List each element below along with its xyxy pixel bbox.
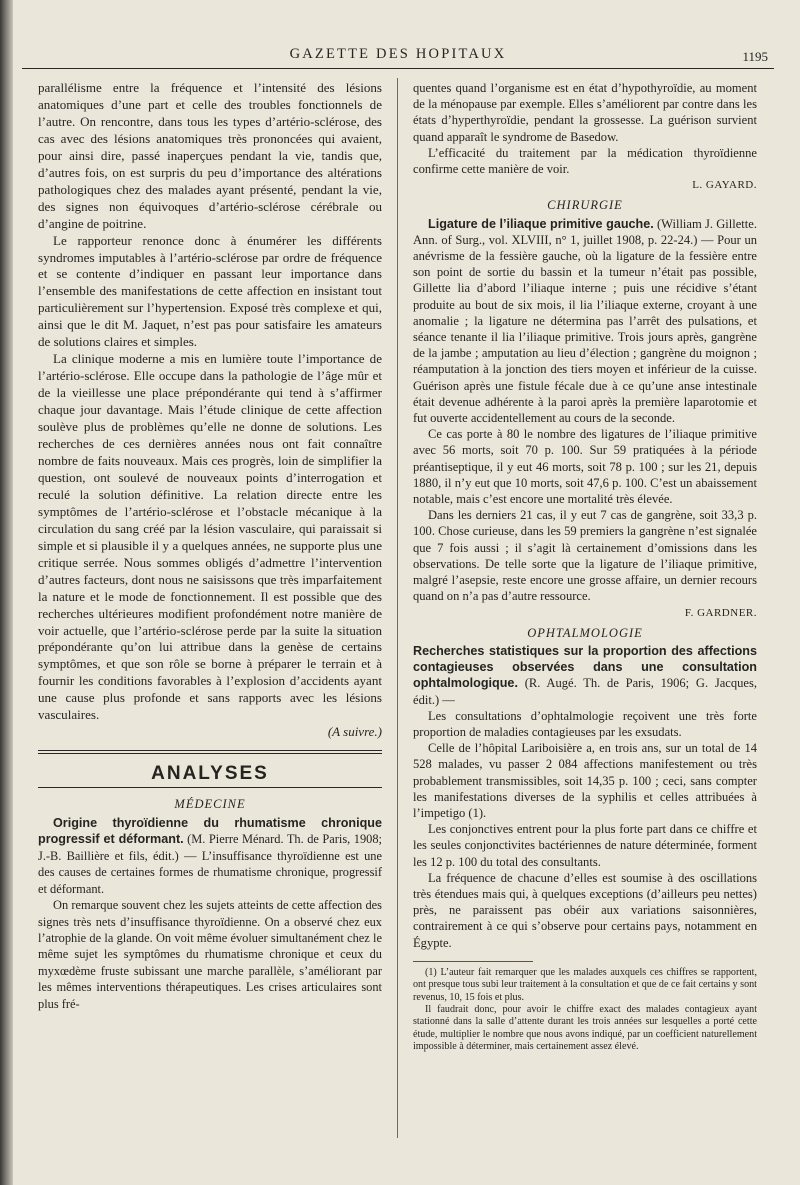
paragraph: Dans les derniers 21 cas, il y eut 7 cas de gangrène, soit 33,3 p. 100. Chose curieuse, dans les 59 premiers la gangrène n’est signalée que 7 fois aussi ; il s’agit là certainement d’omissions dans les observations. De telle sorte que la ligature de l’iliaque primitive, malgré l’asepsie, reste encore une grosse affaire, un dernier recours quand on n’a pas d’autre ressource. — [413, 508, 757, 604]
paragraph: Les conjonctives entrent pour la plus forte part dans ce chiffre et les seules conjonctivites bactériennes de nature déterminée, forment les 12 p. 100 du total des consultants. — [413, 822, 757, 869]
footnotes — [413, 967, 757, 1054]
footnote: (1) L’auteur fait remarquer que les malades auxquels ces chiffres se rapportent, ont presque tous subi leur traitement à la consultation et que de ce fait certains y sont revenus, 10, 15 fois et plus. — [413, 966, 757, 1003]
footnote-rule — [413, 961, 533, 962]
paragraph: L’efficacité du traitement par la médication thyroïdienne confirme cette manière de voir. — [413, 145, 757, 177]
analyses-heading: ANALYSES — [151, 763, 269, 785]
paragraph: Ce cas porte à 80 le nombre des ligatures de l’iliaque primitive avec 56 morts, soit 70 p. 100. Sur 59 pratiquées à la période préantiseptique, il y eut 46 morts, soit 78 p. 100 ; sur les 21, depuis 1880, il n’y eut que 10 morts, soit 47,6 p. 100. C’est un abaissement notable, mais c’est encore une mortalité très élevée. — [413, 427, 757, 507]
paragraph: On remarque souvent chez les sujets atteints de cette affection des signes très nets d’insuffisance thyroïdienne. On a observé chez eux l’atrophie de la glande. On voit même évoluer simultanément chez le même sujet les symptômes du rhumatisme chronique et ceux du myxœdème fruste subissant une marche parallèle, s’améliorant par les mêmes interventions thérapeutiques. Les crises articulaires sont plus fré- — [38, 898, 382, 1011]
column-divider — [397, 78, 398, 1138]
section-chirurgie: CHIRURGIE — [547, 198, 623, 213]
paragraph: Celle de l’hôpital Lariboisière a, en trois ans, sur un total de 14 528 malades, vu passer 2 084 affections manifestement ou très probablement transmissibles, soit 14,35 p. 100 ; ceci, sans compter les manifestations diverses de la syphilis et celles attribuées à l’impetigo (1). — [413, 741, 757, 820]
paragraph: quentes quand l’organisme est en état d’hypothyroïdie, au moment de la ménopause par exemple. Elles s’améliorent par contre dans les états d’hyperthyroïdie, pendant la grossesse. La guérison survient quand apparaît le syndrome de Basedow. — [413, 81, 757, 144]
section-ophtalmologie: OPHTALMOLOGIE — [527, 625, 643, 640]
article-title: Origine thyroïdienne du rhumatisme chronique progressif et déformant. — [38, 816, 382, 847]
right-column — [413, 80, 757, 1054]
page-header — [22, 40, 774, 66]
header-rule — [22, 68, 774, 69]
running-head: GAZETTE DES HOPITAUX — [289, 46, 507, 62]
to-be-continued: (A suivre.) — [327, 724, 382, 740]
paragraph: La fréquence de chacune d’elles est soumise à des oscillations très étendues mais qui, à quelques exceptions (d’ailleurs peu nettes) près, ne paraissent pas obéir aux variations saisonnières, contrairement à ce qui s’observe pour certains pays, notamment en Égypte. — [413, 870, 757, 950]
article-reference: (M. Pierre Ménard. Th. de Paris, 1908; J.-B. Baillière et fils, édit.) — L’insuffisance thyroïdienne est une des causes de certaines formes de rhumatisme chronique, progressif et déformant. — [38, 832, 382, 896]
page-number: 1195 — [742, 49, 768, 64]
paragraph: La clinique moderne a mis en lumière toute l’importance de l’artério-sclérose. Elle occupe dans la pathologie de l’âge mûr et de la vieillesse une place prépondérante qui tend à s’affirmer chaque jour davantage. Mais l’étude clinique de cette affection soulève plus de problèmes qu’elle ne donne de solutions. Les recherches de ces dernières années nous ont fait connaître nombre de faits nouveaux. Mais ces progrès, loin de simplifier la question, ont soulevé de nouveaux points d’interrogation et reculé la solution définitive. La relation directe entre les symptômes de l’artério-sclérose et l’obstacle mécanique à la circulation du sang créé par la lésion vasculaire, qui paraissait si simple et si plausible il y a quelques années, ne supporte plus une critique serrée. Nous sommes obligés d’admettre l’intervention d’autres facteurs, dont nous ne saisissons que très imparfaitement la nature et le mode de fonctionnement. Il est possible que des recherches ultérieures modifient profondément notre manière de voir actuelle, que l’artério-sclérose perde par la suite la situation prépondérante qu’on lui attribue dans la genèse de certains symptômes, et que son rôle se borne à préparer le terrain et à fournir les conditions favorables à l’explosion d’accidents ayant une cause plus profonde et sans rapports avec les lésions vasculaires. — [38, 351, 382, 723]
article-title: Ligature de l’iliaque primitive gauche. — [428, 216, 654, 231]
section-medecine: MÉDECINE — [174, 797, 246, 812]
article-reference: (R. Augé. Th. de Paris, 1906; G. Jacques, édit.) — — [413, 676, 757, 707]
article-medecine — [38, 815, 382, 897]
footnote: Il faudrait donc, pour avoir le chiffre exact des malades contagieux ayant stationné dans la salle d’attente durant les trois années sur lesquelles a porté cette étude, multiplier le nombre que nous avons indiqué, par un coefficient naturellement impossible à déterminer, mais certainement assez élevé. — [413, 1003, 757, 1053]
paragraph: Le rapporteur renonce donc à énumérer les différents syndromes imputables à l’artério-sclérose par ordre de fréquence et se contente d’indiquer en passant leur importance dans l’ensemble des manifestations de cette affection en insistant tout particulièrement sur l’hypertension. Exposé très complexe et qui, ainsi que le dit M. Jaquet, n’est pas pour satisfaire les amateurs de solutions claires et simples. — [38, 232, 382, 350]
author-signature: F. GARDNER. — [684, 606, 757, 619]
section-rule — [38, 750, 382, 754]
left-column — [38, 80, 382, 1012]
article-ophtalmologie — [413, 643, 757, 708]
paragraph: Les consultations d’ophtalmologie reçoivent une très forte proportion de maladies contagieuses par les exsudats. — [413, 708, 757, 739]
binding-gutter — [0, 0, 13, 1185]
article-body: (William J. Gillette. Ann. of Surg., vol. XLVIII, n° 1, juillet 1908, p. 22-24.) — Pour un anévrisme de la fessière gauche, où la ligature de la fessière entre son point de sortie du bassin et la tumeur n’était pas possible, Gillette lia d’abord l’iliaque interne ; puis une récidive s’étant produite au bout de six mois, il lia l’iliaque externe, croyant à une anomalie ; la ligature ne détermina pas l’arrêt des pulsations, et séance tenante il lia l’iliaque primitive. Trois jours après, gangrène de la jambe ; amputation au lieu d’élection ; gangrène du moignon ; réamputation à la jonction des tiers moyen et inférieur de la cuisse. Guérison après une fistule fécale due à ce qu’une anse intestinale était devenue adhérente à la paroi après la première laparotomie et fut ouverte accidentellement au cours de la seconde. — [413, 216, 757, 426]
author-signature: L. GAYARD. — [692, 179, 757, 192]
paragraph: parallélisme entre la fréquence et l’intensité des lésions anatomiques d’une part et celle des troubles fonctionnels de l’autre. On rencontre, dans tous les types d’artério-sclérose, des cas avec des lésions anatomiques très prononcées qui avaient, pour ainsi dire, passé inaperçues pendant la vie, tandis que, d’autres fois, on est surpris du peu d’importance des altérations pathologiques chez des malades ayant présenté, pendant la vie, des signes non équivoques d’artério-sclérose cérébrale ou d’angine de poitrine. — [38, 80, 382, 231]
article-title: Recherches statistiques sur la proportion des affections contagieuses observées dans une consultation ophtalmologique. — [413, 643, 757, 691]
analyses-rule — [38, 787, 382, 788]
article-chirurgie — [413, 216, 757, 427]
